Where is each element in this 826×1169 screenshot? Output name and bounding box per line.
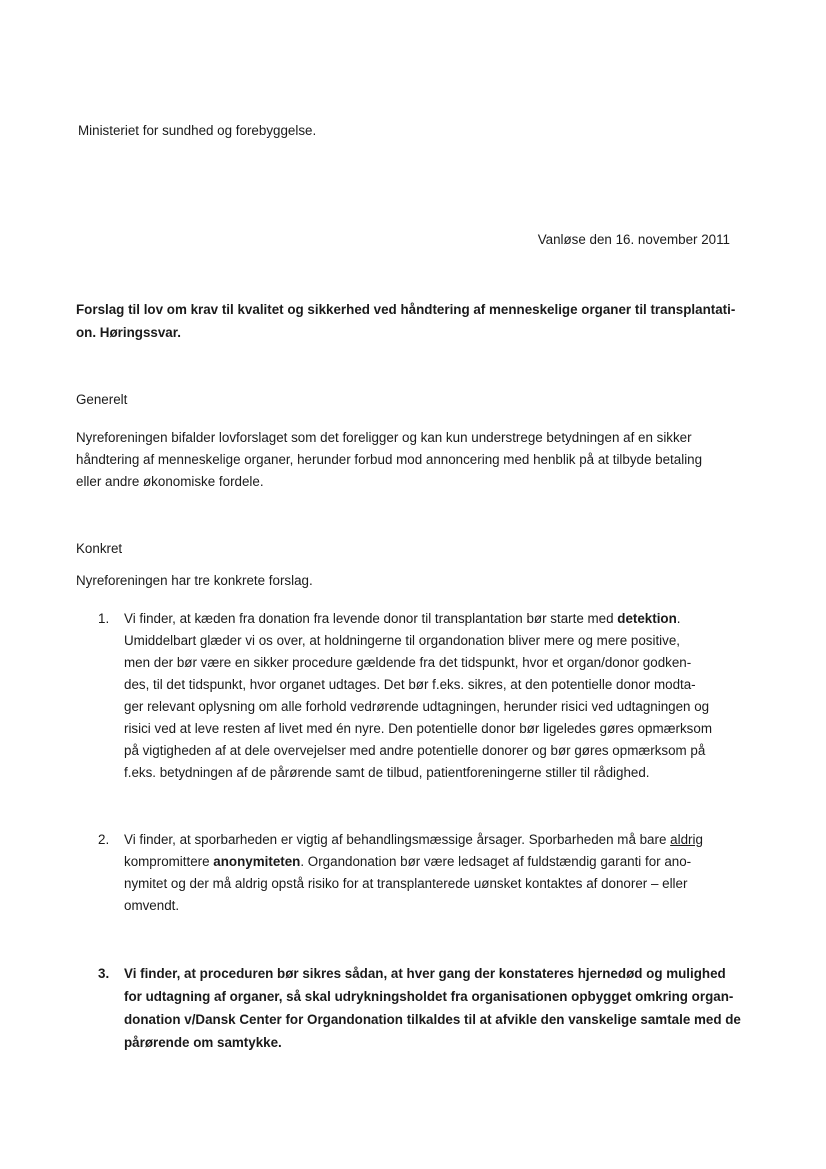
list-item-2 (98, 829, 748, 917)
document-title (76, 298, 746, 344)
list-item-3 (98, 962, 748, 1054)
paragraph-line: omvendt. (124, 898, 180, 913)
paragraph-line: Vi finder, at proceduren bør sikres sådan, at hver gang der konstateres hjernedød og mulighed (124, 966, 726, 981)
paragraph-line: men der bør være en sikker procedure gældende fra det tidspunkt, hvor et organ/donor godken- (124, 655, 692, 670)
paragraph-line (124, 851, 748, 873)
general-paragraph (76, 427, 756, 493)
paragraph-line: risici ved at leve resten af livet med én nyre. Den potentielle donor bør ligeledes gøres opmærksom (124, 721, 712, 736)
paragraph-line: håndtering af menneskelige organer, herunder forbud mod annoncering med henblik på at tilbyde betaling (76, 452, 703, 467)
list-item-text (124, 829, 748, 917)
text-run: kompromittere (124, 854, 214, 869)
paragraph-line (124, 829, 748, 851)
list-item-text (124, 962, 748, 1054)
list-number: 1. (98, 611, 110, 626)
title-line: on. Høringssvar. (76, 325, 181, 340)
paragraph-line: donation v/Dansk Center for Organdonation tilkaldes til at afvikle den vanskelige samtale med de (124, 1012, 741, 1027)
letter-date: Vanløse den 16. november 2011 (537, 232, 730, 247)
list-item-text (124, 608, 748, 784)
section-heading-general: Generelt (76, 392, 128, 407)
text-run: Vi finder, at kæden fra donation fra levende donor til transplantation bør starte med (124, 611, 618, 626)
paragraph-line: nymitet og der må aldrig opstå risiko for at transplanterede uønsket kontaktes af donorer – eller (124, 876, 688, 891)
section-heading-concrete: Konkret (76, 541, 123, 556)
recipient: Ministeriet for sundhed og forebyggelse. (78, 123, 317, 138)
paragraph-line: f.eks. betydningen af de pårørende samt de tilbud, patientforeningerne stiller til rådighed. (124, 765, 650, 780)
paragraph-line: pårørende om samtykke. (124, 1035, 282, 1050)
list-number: 3. (98, 966, 110, 981)
paragraph-line: for udtagning af organer, så skal udrykningsholdet fra organisationen opbygget omkring organ- (124, 989, 734, 1004)
concrete-intro: Nyreforeningen har tre konkrete forslag. (76, 573, 313, 588)
emphasis-detektion: detektion (617, 611, 677, 626)
paragraph-line: eller andre økonomiske fordele. (76, 474, 264, 489)
paragraph-line: på vigtigheden af at dele overvejelser med andre potentielle donorer og bør gøres opmærksom på (124, 743, 706, 758)
title-line: Forslag til lov om krav til kvalitet og sikkerhed ved håndtering af menneskelige organer til transplantati- (76, 302, 736, 317)
paragraph-line: ger relevant oplysning om alle forhold vedrørende udtagningen, herunder risici ved udtagningen og (124, 699, 710, 714)
paragraph-line: des, til det tidspunkt, hvor organet udtages. Det bør f.eks. sikres, at den potentielle donor modta- (124, 677, 696, 692)
emphasis-aldrig: aldrig (670, 832, 703, 847)
list-item-1 (98, 608, 748, 784)
paragraph-line (124, 608, 748, 630)
text-run: Vi finder, at sporbarheden er vigtig af behandlingsmæssige årsager. Sporbarheden må bare (124, 832, 671, 847)
emphasis-anonymiteten: anonymiteten (213, 854, 301, 869)
text-run: . Organdonation bør være ledsaget af fuldstændig garanti for ano- (300, 854, 692, 869)
list-number: 2. (98, 832, 110, 847)
paragraph-line: Umiddelbart glæder vi os over, at holdningerne til organdonation bliver mere og mere positive, (124, 633, 681, 648)
paragraph-line: Nyreforeningen bifalder lovforslaget som det foreligger og kan kun understrege betydningen af en sikker (76, 430, 692, 445)
text-run: . (676, 611, 681, 626)
